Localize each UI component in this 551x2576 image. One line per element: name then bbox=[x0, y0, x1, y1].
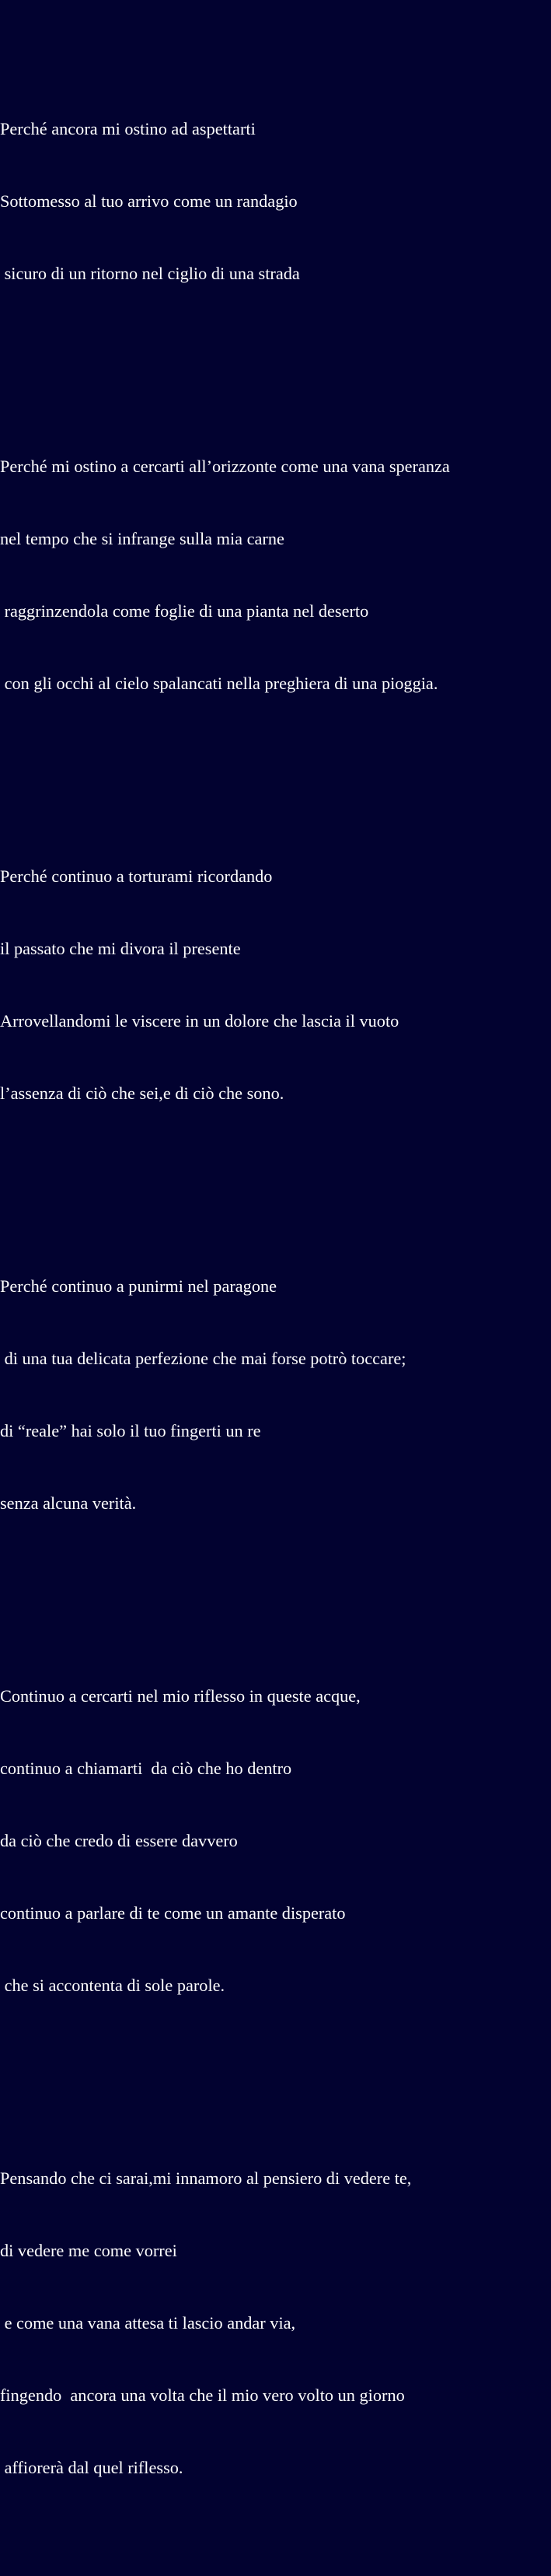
poem-line: che si accontenta di sole parole. bbox=[0, 1976, 225, 1995]
poem-line: di “reale” hai solo il tuo fingerti un re bbox=[0, 1421, 261, 1440]
poem-line: sicuro di un ritorno nel ciglio di una strada bbox=[0, 264, 300, 283]
poem-line: e come una vana attesa ti lascio andar via, bbox=[0, 2313, 296, 2333]
poem-line: l’assenza di ciò che sei,e di ciò che sono. bbox=[0, 1083, 284, 1103]
stanza-1 bbox=[0, 68, 551, 334]
poem-text bbox=[0, 20, 551, 2576]
poem-line: di vedere me come vorrei bbox=[0, 2241, 177, 2260]
poem-line: nel tempo che si infrange sulla mia carne bbox=[0, 529, 284, 548]
poem-line: fingendo ancora una volta che il mio vero volto un giorno bbox=[0, 2385, 405, 2405]
poem-line: continuo a parlare di te come un amante disperato bbox=[0, 1903, 346, 1923]
poem-line: senza alcuna verità. bbox=[0, 1493, 137, 1513]
poem-line: Perché continuo a punirmi nel paragone bbox=[0, 1276, 277, 1296]
poem-line: Perché continuo a torturami ricordando bbox=[0, 866, 273, 886]
poem-line: Arrovellandomi le viscere in un dolore che lascia il vuoto bbox=[0, 1011, 399, 1031]
stanza-5 bbox=[0, 1636, 551, 2046]
poem-line: affiorerà dal quel riflesso. bbox=[0, 2458, 183, 2477]
poem-line: il passato che mi divora il presente bbox=[0, 939, 241, 958]
stanza-4 bbox=[0, 1226, 551, 1563]
stanza-2 bbox=[0, 406, 551, 744]
poem-line: con gli occhi al cielo spalancati nella preghiera di una pioggia. bbox=[0, 674, 438, 693]
stanza-6 bbox=[0, 2118, 551, 2528]
poem-line: raggrinzendola come foglie di una pianta nel deserto bbox=[0, 601, 369, 621]
poem-line: da ciò che credo di essere davvero bbox=[0, 1831, 238, 1850]
poem-line: Continuo a cercarti nel mio riflesso in queste acque, bbox=[0, 1686, 361, 1706]
poem-line: Sottomesso al tuo arrivo come un randagio bbox=[0, 191, 298, 211]
stanza-3 bbox=[0, 816, 551, 1153]
poem-line: continuo a chiamarti da ciò che ho dentro bbox=[0, 1759, 292, 1778]
poem-line: Perché ancora mi ostino ad aspettarti bbox=[0, 119, 256, 138]
poem-line: Pensando che ci sarai,mi innamoro al pensiero di vedere te, bbox=[0, 2168, 412, 2188]
poem-line: Perché mi ostino a cercarti all’orizzonte come una vana speranza bbox=[0, 457, 450, 476]
poem-line: di una tua delicata perfezione che mai forse potrò toccare; bbox=[0, 1349, 406, 1368]
